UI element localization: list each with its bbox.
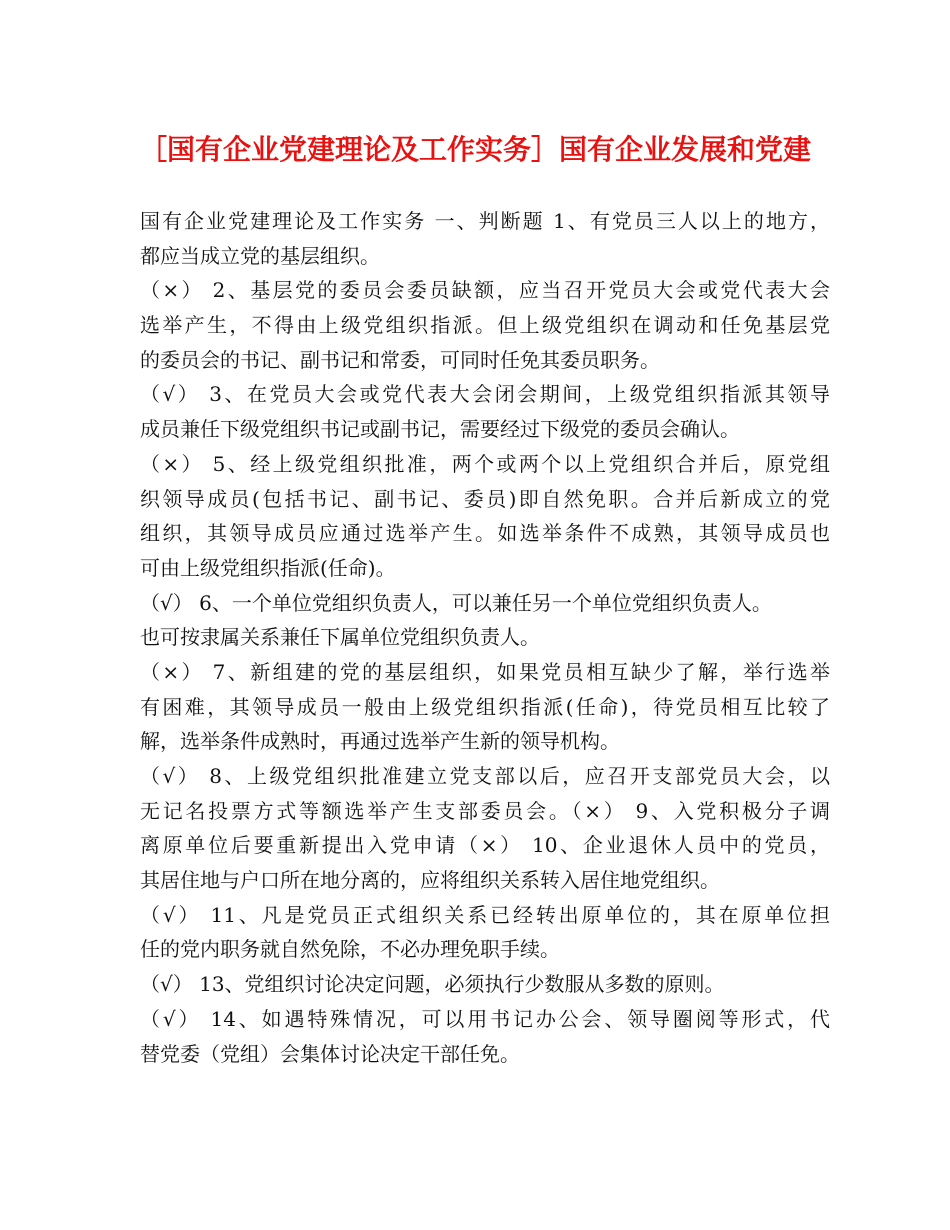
body-line: 任的党内职务就自然免除，不必办理免职手续。 [140, 937, 560, 962]
body-line: 国有企业党建理论及工作实务 一、判断题 1、有党员三人以上的地方， [140, 209, 830, 233]
document-body [140, 204, 830, 1071]
body-line: 替党委（党组）会集体讨论决定干部任免。 [140, 1041, 520, 1066]
body-line: （√） 14、如遇特殊情况，可以用书记办公会、领导圈阅等形式，代 [140, 1006, 830, 1031]
body-line: 离原单位后要重新提出入党申请（×） 10、企业退休人员中的党员， [140, 833, 830, 858]
body-line: 组织，其领导成员应通过选举产生。如选举条件不成熟，其领导成员也 [140, 521, 830, 546]
body-line: 的委员会的书记、副书记和常委，可同时任免其委员职务。 [140, 347, 660, 372]
body-line: 也可按隶属关系兼任下属单位党组织负责人。 [140, 625, 540, 650]
body-line: （√） 6、一个单位党组织负责人，可以兼任另一个单位党组织负责人。 [140, 590, 772, 615]
body-line: （√） 3、在党员大会或党代表大会闭会期间，上级党组织指派其领导 [140, 382, 830, 407]
body-line: 成员兼任下级党组织书记或副书记，需要经过下级党的委员会确认。 [140, 417, 740, 442]
body-line: 有困难，其领导成员一般由上级党组织指派(任命)，待党员相互比较了 [140, 694, 830, 719]
body-line: （√） 13、党组织讨论决定问题，必须执行少数服从多数的原则。 [140, 972, 725, 997]
body-line: 其居住地与户口所在地分离的，应将组织关系转入居住地党组织。 [140, 868, 720, 893]
body-line: 解，选举条件成熟时，再通过选举产生新的领导机构。 [140, 729, 620, 754]
body-line: （×） 5、经上级党组织批准，两个或两个以上党组织合并后，原党组 [140, 451, 830, 476]
body-line: 无记名投票方式等额选举产生支部委员会。（×） 9、入党积极分子调 [140, 798, 830, 823]
body-line: 都应当成立党的基层组织。 [140, 243, 380, 268]
body-line: 选举产生，不得由上级党组织指派。但上级党组织在调动和任免基层党 [140, 313, 830, 338]
body-line: （√） 11、凡是党员正式组织关系已经转出原单位的，其在原单位担 [140, 902, 830, 927]
body-line: （×） 2、基层党的委员会委员缺额，应当召开党员大会或党代表大会 [140, 278, 830, 303]
body-line: 织领导成员(包括书记、副书记、委员)即自然免职。合并后新成立的党 [140, 486, 830, 511]
body-line: （√） 8、上级党组织批准建立党支部以后，应召开支部党员大会，以 [140, 764, 830, 788]
body-line: （×） 7、新组建的党的基层组织，如果党员相互缺少了解，举行选举 [140, 659, 830, 684]
body-line: 可由上级党组织指派(任命)。 [140, 555, 396, 580]
document-title: ［国有企业党建理论及工作实务］国有企业发展和党建 [138, 133, 811, 166]
